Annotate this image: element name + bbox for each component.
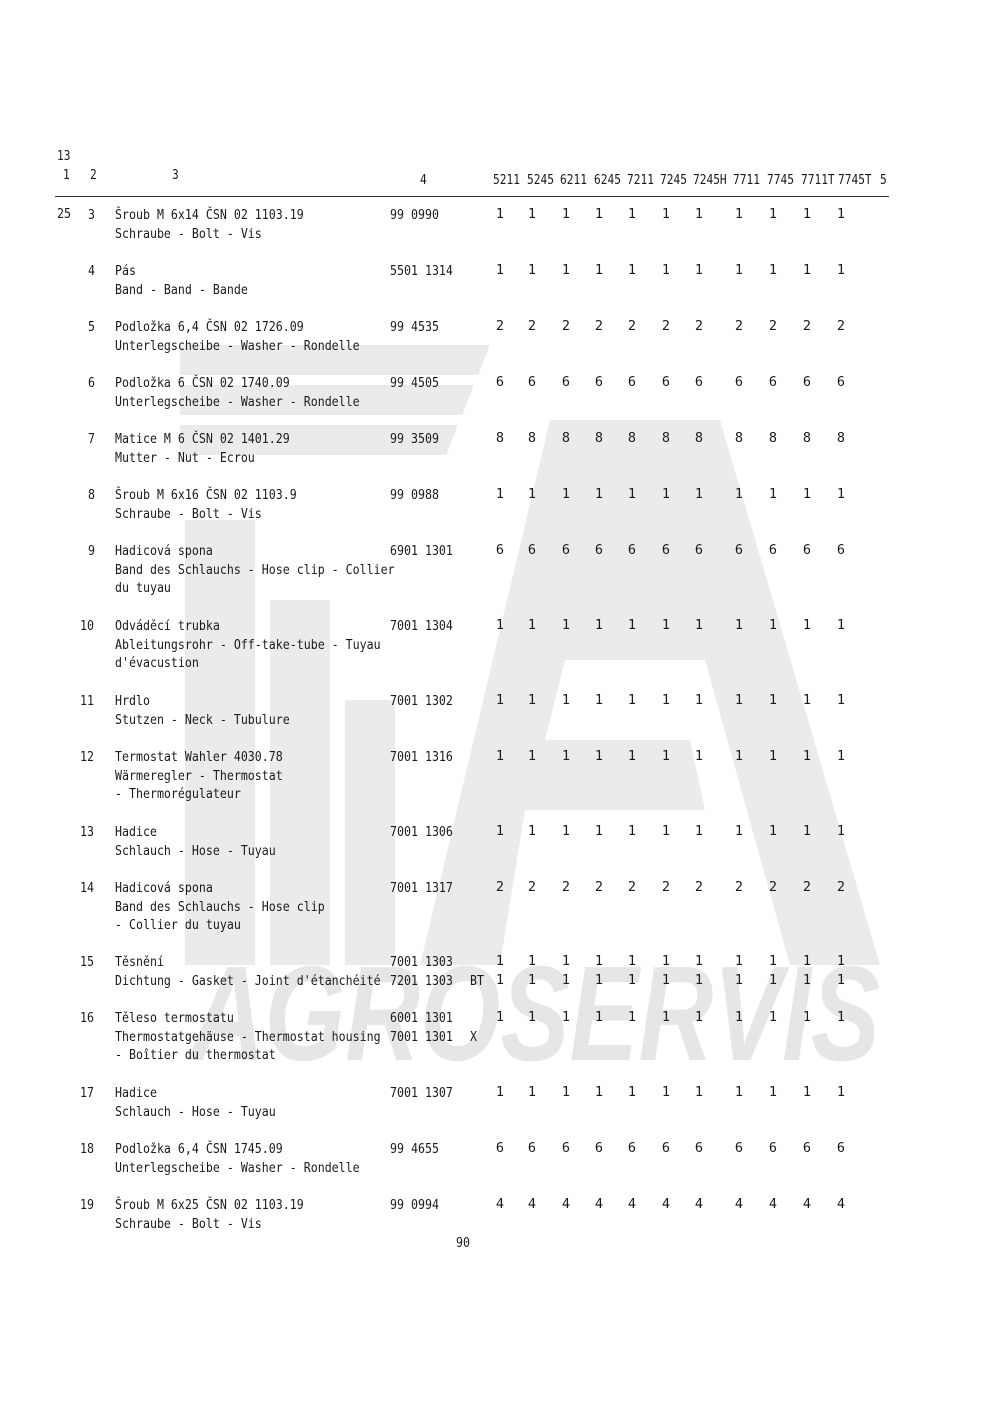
quantity-cell: 1 <box>768 823 778 839</box>
position-number: 11 <box>80 693 94 709</box>
description-line: Termostat Wahler 4030.78 <box>115 749 283 765</box>
quantity-cell: 4 <box>594 1196 604 1212</box>
quantity-cell: 6 <box>627 1140 637 1156</box>
position-number: 8 <box>88 487 96 503</box>
model-header: 7245H <box>693 173 727 188</box>
quantity-cell: 1 <box>527 486 537 502</box>
column-header-1: 1 <box>63 168 70 183</box>
quantity-cell: 6 <box>527 542 537 558</box>
quantity-cell: 1 <box>661 823 671 839</box>
quantity-cell: 1 <box>734 823 744 839</box>
quantity-cell: 1 <box>836 692 846 708</box>
quantity-cell: 6 <box>836 374 846 390</box>
quantity-cell: 1 <box>661 748 671 764</box>
description-line: Podložka 6,4 ČSN 02 1726.09 <box>115 319 304 335</box>
position-number: 3 <box>88 207 96 223</box>
part-number: 7201 1303 <box>390 973 453 989</box>
quantity-cell: 1 <box>561 1009 571 1025</box>
column-header-3: 3 <box>172 168 179 183</box>
quantity-cell: 1 <box>495 617 505 633</box>
quantity-cell: 1 <box>627 1009 637 1025</box>
quantity-cell: 1 <box>594 1084 604 1100</box>
position-number: 18 <box>80 1141 94 1157</box>
quantity-cell: 1 <box>661 486 671 502</box>
description-line: Šroub M 6x14 ČSN 02 1103.19 <box>115 207 304 223</box>
description-line: Schraube - Bolt - Vis <box>115 505 262 522</box>
description-line: Unterlegscheibe - Washer - Rondelle <box>115 1159 360 1176</box>
part-number: 7001 1306 <box>390 824 453 840</box>
quantity-cell: 1 <box>836 748 846 764</box>
model-header: 7211 <box>627 173 654 188</box>
quantity-cell: 1 <box>768 972 778 988</box>
position-number: 5 <box>88 319 96 335</box>
quantity-cell: 1 <box>594 748 604 764</box>
quantity-cell: 8 <box>561 430 571 446</box>
quantity-cell: 1 <box>836 1009 846 1025</box>
part-number: 7001 1304 <box>390 618 453 634</box>
quantity-cell: 6 <box>836 542 846 558</box>
quantity-cell: 1 <box>694 953 704 969</box>
quantity-cell: 6 <box>527 1140 537 1156</box>
description-line: Matice M 6 ČSN 02 1401.29 <box>115 431 290 447</box>
quantity-cell: 1 <box>836 486 846 502</box>
quantity-cell: 4 <box>561 1196 571 1212</box>
quantity-cell: 4 <box>627 1196 637 1212</box>
quantity-cell: 1 <box>694 1009 704 1025</box>
description-line: - Collier du tuyau <box>115 917 241 933</box>
quantity-cell: 4 <box>802 1196 812 1212</box>
quantity-cell: 2 <box>802 879 812 895</box>
part-number: 6901 1301 <box>390 543 453 559</box>
quantity-cell: 2 <box>627 318 637 334</box>
quantity-cell: 1 <box>694 972 704 988</box>
quantity-cell: 1 <box>527 953 537 969</box>
quantity-cell: 1 <box>768 1009 778 1025</box>
quantity-cell: 1 <box>594 617 604 633</box>
quantity-cell: 1 <box>694 262 704 278</box>
quantity-cell: 1 <box>734 972 744 988</box>
quantity-cell: 1 <box>627 617 637 633</box>
quantity-cell: 6 <box>768 542 778 558</box>
quantity-cell: 6 <box>661 374 671 390</box>
quantity-cell: 2 <box>627 879 637 895</box>
quantity-cell: 1 <box>627 1084 637 1100</box>
part-number: 99 3509 <box>390 431 439 447</box>
quantity-cell: 1 <box>527 972 537 988</box>
quantity-cell: 1 <box>627 748 637 764</box>
part-number: 99 0990 <box>390 207 439 223</box>
quantity-cell: 1 <box>661 953 671 969</box>
position-number: 13 <box>80 824 94 840</box>
quantity-cell: 1 <box>734 1084 744 1100</box>
quantity-cell: 6 <box>661 1140 671 1156</box>
quantity-cell: 6 <box>495 1140 505 1156</box>
quantity-cell: 6 <box>627 374 637 390</box>
quantity-cell: 2 <box>561 879 571 895</box>
description-line: Těleso termostatu <box>115 1010 234 1026</box>
quantity-cell: 1 <box>495 972 505 988</box>
description-line: Wärmeregler - Thermostat <box>115 767 283 784</box>
description-line: Hadicová spona <box>115 543 213 559</box>
quantity-cell: 1 <box>802 953 812 969</box>
quantity-cell: 1 <box>527 823 537 839</box>
quantity-cell: 6 <box>561 374 571 390</box>
part-number: 7001 1316 <box>390 749 453 765</box>
quantity-cell: 1 <box>802 692 812 708</box>
quantity-cell: 8 <box>527 430 537 446</box>
description-line: - Thermorégulateur <box>115 786 241 802</box>
quantity-cell: 1 <box>594 206 604 222</box>
page-number: 90 <box>456 1235 470 1251</box>
position-number: 12 <box>80 749 94 765</box>
quantity-cell: 2 <box>527 318 537 334</box>
header-rule <box>55 196 889 197</box>
section-number: 13 <box>57 149 71 164</box>
quantity-cell: 1 <box>734 206 744 222</box>
model-header: 7745 <box>767 173 794 188</box>
quantity-cell: 6 <box>836 1140 846 1156</box>
description-line: Těsnění <box>115 954 164 970</box>
column-header-2: 2 <box>90 168 97 183</box>
quantity-cell: 1 <box>661 617 671 633</box>
quantity-cell: 1 <box>495 748 505 764</box>
quantity-cell: 2 <box>768 318 778 334</box>
model-header: 7711 <box>733 173 760 188</box>
quantity-cell: 6 <box>627 542 637 558</box>
quantity-cell: 6 <box>694 542 704 558</box>
quantity-cell: 6 <box>561 1140 571 1156</box>
quantity-cell: 1 <box>495 823 505 839</box>
quantity-cell: 2 <box>734 879 744 895</box>
quantity-cell: 2 <box>836 879 846 895</box>
description-line: Unterlegscheibe - Washer - Rondelle <box>115 393 360 410</box>
quantity-cell: 1 <box>561 748 571 764</box>
quantity-cell: 1 <box>594 953 604 969</box>
quantity-cell: 1 <box>594 823 604 839</box>
quantity-cell: 1 <box>627 823 637 839</box>
quantity-cell: 1 <box>802 748 812 764</box>
quantity-cell: 8 <box>694 430 704 446</box>
quantity-cell: 4 <box>734 1196 744 1212</box>
quantity-cell: 6 <box>694 1140 704 1156</box>
quantity-cell: 1 <box>734 748 744 764</box>
model-header: 7245 <box>660 173 687 188</box>
description-line: Šroub M 6x16 ČSN 02 1103.9 <box>115 487 297 503</box>
quantity-cell: 4 <box>836 1196 846 1212</box>
quantity-cell: 6 <box>527 374 537 390</box>
quantity-cell: 1 <box>527 748 537 764</box>
quantity-cell: 1 <box>734 617 744 633</box>
quantity-cell: 4 <box>527 1196 537 1212</box>
description-line: Thermostatgehäuse - Thermostat housing <box>115 1028 381 1045</box>
quantity-cell: 1 <box>661 262 671 278</box>
quantity-cell: 1 <box>768 206 778 222</box>
quantity-cell: 2 <box>561 318 571 334</box>
quantity-cell: 1 <box>768 262 778 278</box>
position-number: 14 <box>80 880 94 896</box>
quantity-cell: 1 <box>802 486 812 502</box>
description-line: Unterlegscheibe - Washer - Rondelle <box>115 337 360 354</box>
description-line: Podložka 6 ČSN 02 1740.09 <box>115 375 290 391</box>
quantity-cell: 6 <box>802 542 812 558</box>
quantity-cell: 1 <box>561 617 571 633</box>
quantity-cell: 1 <box>661 972 671 988</box>
description-line: Band - Band - Bande <box>115 281 248 298</box>
quantity-cell: 1 <box>627 486 637 502</box>
description-line: Band des Schlauchs - Hose clip <box>115 898 325 915</box>
quantity-cell: 1 <box>734 262 744 278</box>
description-line: d'évacustion <box>115 655 199 671</box>
quantity-cell: 1 <box>802 617 812 633</box>
part-number: 7001 1317 <box>390 880 453 896</box>
quantity-cell: 1 <box>527 692 537 708</box>
position-number: 19 <box>80 1197 94 1213</box>
quantity-cell: 2 <box>734 318 744 334</box>
part-number: 7001 1301 <box>390 1029 453 1045</box>
quantity-cell: 1 <box>561 823 571 839</box>
position-number: 16 <box>80 1010 94 1026</box>
part-number: 99 4535 <box>390 319 439 335</box>
model-header: 5245 <box>527 173 554 188</box>
quantity-cell: 1 <box>836 1084 846 1100</box>
quantity-cell: 1 <box>495 692 505 708</box>
quantity-cell: 1 <box>594 262 604 278</box>
part-number: 99 4655 <box>390 1141 439 1157</box>
description-line: Dichtung - Gasket - Joint d'étanchéité <box>115 972 381 989</box>
quantity-cell: 1 <box>802 972 812 988</box>
part-number: 99 4505 <box>390 375 439 391</box>
quantity-cell: 1 <box>734 1009 744 1025</box>
model-header: 7745T <box>838 173 872 188</box>
quantity-cell: 1 <box>495 953 505 969</box>
quantity-cell: 2 <box>661 318 671 334</box>
quantity-cell: 2 <box>694 879 704 895</box>
quantity-cell: 1 <box>768 692 778 708</box>
part-number: 99 0994 <box>390 1197 439 1213</box>
quantity-cell: 6 <box>495 542 505 558</box>
quantity-cell: 1 <box>694 1084 704 1100</box>
part-number: 7001 1302 <box>390 693 453 709</box>
quantity-cell: 6 <box>594 542 604 558</box>
group-number: 25 <box>57 206 71 222</box>
quantity-cell: 1 <box>527 262 537 278</box>
quantity-cell: 1 <box>561 1084 571 1100</box>
description-line: Podložka 6,4 ČSN 1745.09 <box>115 1141 283 1157</box>
quantity-cell: 6 <box>734 542 744 558</box>
model-header: 5211 <box>493 173 520 188</box>
quantity-cell: 1 <box>734 486 744 502</box>
quantity-cell: 6 <box>734 374 744 390</box>
quantity-cell: 1 <box>527 206 537 222</box>
quantity-cell: 1 <box>802 206 812 222</box>
description-line: Schlauch - Hose - Tuyau <box>115 842 276 859</box>
quantity-cell: 1 <box>561 953 571 969</box>
quantity-cell: 8 <box>495 430 505 446</box>
quantity-cell: 1 <box>561 486 571 502</box>
quantity-cell: 1 <box>527 1009 537 1025</box>
quantity-cell: 1 <box>836 823 846 839</box>
part-number: 7001 1307 <box>390 1085 453 1101</box>
model-header: 7711T <box>801 173 835 188</box>
description-line: Hadice <box>115 1085 157 1101</box>
description-line: Pás <box>115 263 136 279</box>
quantity-cell: 1 <box>495 262 505 278</box>
quantity-cell: 1 <box>627 953 637 969</box>
quantity-cell: 1 <box>627 206 637 222</box>
quantity-cell: 2 <box>495 879 505 895</box>
part-number: 7001 1303 <box>390 954 453 970</box>
quantity-cell: 8 <box>627 430 637 446</box>
quantity-cell: 1 <box>836 262 846 278</box>
description-line: Hadice <box>115 824 157 840</box>
quantity-cell: 1 <box>694 748 704 764</box>
description-line: Schlauch - Hose - Tuyau <box>115 1103 276 1120</box>
quantity-cell: 4 <box>495 1196 505 1212</box>
quantity-cell: 6 <box>661 542 671 558</box>
quantity-cell: 1 <box>734 692 744 708</box>
quantity-cell: 1 <box>836 972 846 988</box>
quantity-cell: 1 <box>594 486 604 502</box>
quantity-cell: 1 <box>627 262 637 278</box>
quantity-cell: 6 <box>495 374 505 390</box>
description-line: Schraube - Bolt - Vis <box>115 1215 262 1232</box>
description-line: du tuyau <box>115 580 171 596</box>
quantity-cell: 1 <box>594 1009 604 1025</box>
quantity-cell: 1 <box>768 748 778 764</box>
quantity-cell: 6 <box>802 1140 812 1156</box>
description-line: Schraube - Bolt - Vis <box>115 225 262 242</box>
quantity-cell: 1 <box>561 972 571 988</box>
quantity-cell: 4 <box>768 1196 778 1212</box>
description-line: Mutter - Nut - Ecrou <box>115 449 255 466</box>
quantity-cell: 1 <box>768 617 778 633</box>
quantity-cell: 8 <box>594 430 604 446</box>
description-line: Band des Schlauchs - Hose clip - Collier <box>115 561 395 578</box>
model-header: 6211 <box>560 173 587 188</box>
quantity-cell: 1 <box>594 692 604 708</box>
part-number: 99 0988 <box>390 487 439 503</box>
quantity-cell: 8 <box>661 430 671 446</box>
quantity-cell: 1 <box>527 1084 537 1100</box>
quantity-cell: 1 <box>768 1084 778 1100</box>
quantity-cell: 6 <box>594 1140 604 1156</box>
description-line: Hadicová spona <box>115 880 213 896</box>
model-header: 6245 <box>594 173 621 188</box>
quantity-cell: 1 <box>561 692 571 708</box>
quantity-cell: 4 <box>694 1196 704 1212</box>
quantity-cell: 2 <box>661 879 671 895</box>
description-line: Hrdlo <box>115 693 150 709</box>
watermark-text: AGROSERVIS <box>187 938 880 1089</box>
quantity-cell: 1 <box>768 486 778 502</box>
quantity-cell: 1 <box>561 206 571 222</box>
position-number: 9 <box>88 543 96 559</box>
quantity-cell: 6 <box>768 374 778 390</box>
quantity-cell: 1 <box>694 692 704 708</box>
description-line: Stutzen - Neck - Tubulure <box>115 711 290 728</box>
position-number: 7 <box>88 431 96 447</box>
quantity-cell: 6 <box>802 374 812 390</box>
variant-code: X <box>470 1029 478 1045</box>
quantity-cell: 1 <box>627 972 637 988</box>
quantity-cell: 1 <box>495 486 505 502</box>
column-header-4: 4 <box>420 173 427 188</box>
quantity-cell: 4 <box>661 1196 671 1212</box>
quantity-cell: 6 <box>768 1140 778 1156</box>
description-line: Ableitungsrohr - Off-take-tube - Tuyau <box>115 636 381 653</box>
position-number: 17 <box>80 1085 94 1101</box>
position-number: 10 <box>80 618 94 634</box>
quantity-cell: 2 <box>836 318 846 334</box>
quantity-cell: 1 <box>495 1009 505 1025</box>
quantity-cell: 1 <box>495 206 505 222</box>
quantity-cell: 1 <box>627 692 637 708</box>
quantity-cell: 1 <box>734 953 744 969</box>
quantity-cell: 1 <box>694 486 704 502</box>
quantity-cell: 2 <box>694 318 704 334</box>
quantity-cell: 2 <box>527 879 537 895</box>
description-line: Šroub M 6x25 ČSN 02 1103.19 <box>115 1197 304 1213</box>
quantity-cell: 8 <box>734 430 744 446</box>
quantity-cell: 8 <box>802 430 812 446</box>
description-line: Odváděcí trubka <box>115 618 220 634</box>
position-number: 4 <box>88 263 96 279</box>
quantity-cell: 8 <box>836 430 846 446</box>
quantity-cell: 1 <box>661 206 671 222</box>
quantity-cell: 1 <box>527 617 537 633</box>
quantity-cell: 1 <box>694 617 704 633</box>
quantity-cell: 6 <box>734 1140 744 1156</box>
quantity-cell: 2 <box>768 879 778 895</box>
quantity-cell: 6 <box>561 542 571 558</box>
quantity-cell: 1 <box>802 262 812 278</box>
quantity-cell: 1 <box>802 823 812 839</box>
quantity-cell: 1 <box>495 1084 505 1100</box>
variant-code: BT <box>470 973 484 989</box>
quantity-cell: 1 <box>836 953 846 969</box>
quantity-cell: 1 <box>836 617 846 633</box>
quantity-cell: 2 <box>802 318 812 334</box>
quantity-cell: 2 <box>594 318 604 334</box>
quantity-cell: 8 <box>768 430 778 446</box>
quantity-cell: 6 <box>694 374 704 390</box>
part-number: 6001 1301 <box>390 1010 453 1026</box>
quantity-cell: 1 <box>561 262 571 278</box>
quantity-cell: 1 <box>661 1009 671 1025</box>
quantity-cell: 1 <box>694 206 704 222</box>
quantity-cell: 2 <box>495 318 505 334</box>
position-number: 6 <box>88 375 96 391</box>
part-number: 5501 1314 <box>390 263 453 279</box>
quantity-cell: 6 <box>594 374 604 390</box>
quantity-cell: 2 <box>594 879 604 895</box>
quantity-cell: 1 <box>694 823 704 839</box>
column-header-5: 5 <box>880 173 887 188</box>
quantity-cell: 1 <box>661 1084 671 1100</box>
quantity-cell: 1 <box>594 972 604 988</box>
quantity-cell: 1 <box>661 692 671 708</box>
quantity-cell: 1 <box>802 1009 812 1025</box>
description-line: - Boîtier du thermostat <box>115 1047 276 1063</box>
quantity-cell: 1 <box>768 953 778 969</box>
quantity-cell: 1 <box>836 206 846 222</box>
quantity-cell: 1 <box>802 1084 812 1100</box>
position-number: 15 <box>80 954 94 970</box>
